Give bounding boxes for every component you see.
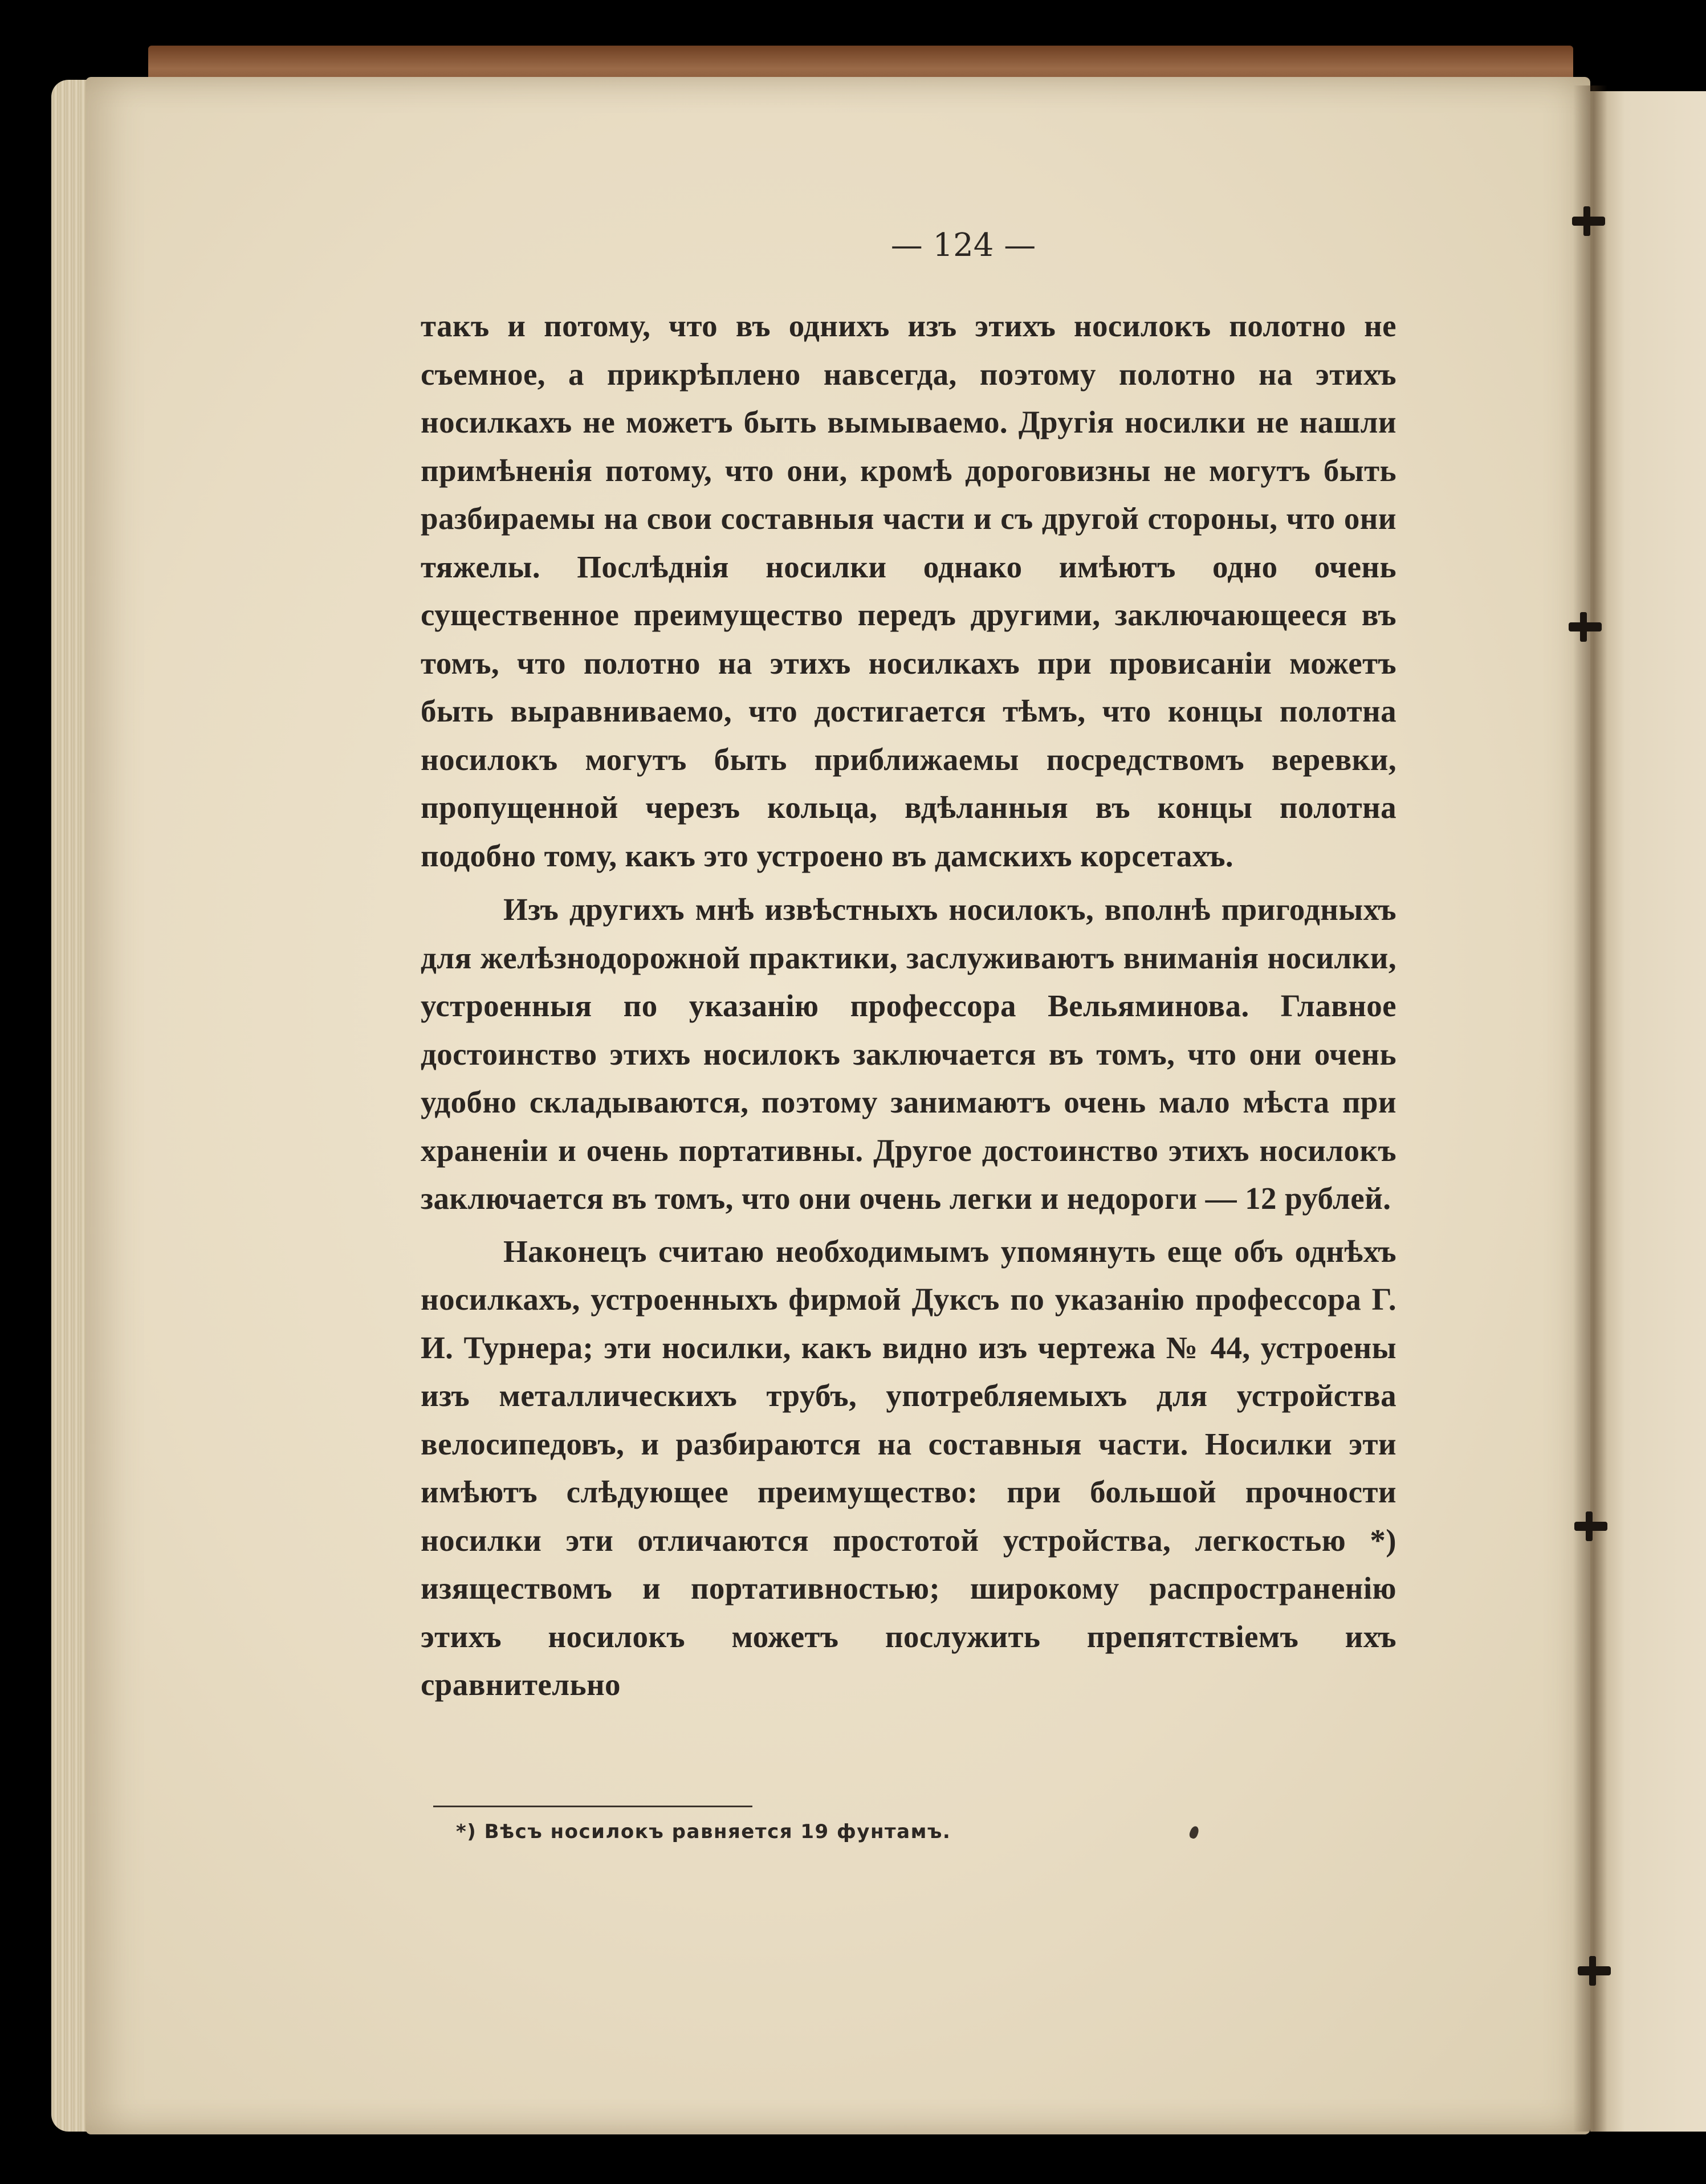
footnote-divider bbox=[433, 1806, 752, 1807]
body-text bbox=[421, 302, 1396, 1709]
footnote: *) Вѣсъ носилокъ равняется 19 фунтамъ. bbox=[456, 1820, 951, 1843]
gutter-shadow bbox=[1573, 85, 1607, 2132]
page-number: — 124 — bbox=[890, 227, 1036, 264]
adjacent-page bbox=[1590, 91, 1706, 2132]
paragraph: Изъ другихъ мнѣ извѣстныхъ носилокъ, вполнѣ пригодныхъ для желѣзнодорожной практики, заслуживаютъ вниманія носилки, устроенныя по указанію профессора Вельяминова. Главное достоинство этихъ носилокъ заключается въ томъ, что они очень удобно складываются, поэтому занимаютъ очень мало мѣста при храненіи и очень портативны. Другое достоинство этихъ носилокъ заключается въ томъ, что они очень легки и недороги — 12 рублей. bbox=[421, 892, 1396, 1216]
binding-stitch bbox=[1574, 1522, 1607, 1531]
paragraph: такъ и потому, что въ однихъ изъ этихъ носилокъ полотно не съемное, а прикрѣплено навсегда, поэтому полотно на этихъ носилкахъ не можетъ быть вымываемо. Другія носилки не нашли примѣненія потому, что они, кромѣ дороговизны не могутъ быть разбираемы на свои составныя части и съ другой стороны, что они тяжелы. Послѣднія носилки однако имѣютъ одно очень существенное преимущество передъ другими, заключающееся въ томъ, что полотно на этихъ носилкахъ при провисаніи можетъ быть выравниваемо, что достигается тѣмъ, что концы полотна носилокъ могутъ быть приближаемы посредствомъ веревки, пропущенной черезъ кольца, вдѣланныя въ концы полотна подобно тому, какъ это устроено въ дамскихъ корсетахъ. bbox=[421, 308, 1396, 873]
paragraph: Наконецъ считаю необходимымъ упомянуть еще объ однѣхъ носилкахъ, устроенныхъ фирмой Дуксъ по указанію профессора Г. И. Турнера; эти носилки, какъ видно изъ чертежа № 44, устроены изъ металлическихъ трубъ, употребляемыхъ для устройства велосипедовъ, и разбираются на составныя части. Носилки эти имѣютъ слѣдующее преимущество: при большой прочности носилки эти отличаются простотой устройства, легкостью *) изяществомъ и портативностью; широкому распространенію этихъ носилокъ можетъ послужить препятствіемъ ихъ сравнительно bbox=[421, 1233, 1396, 1702]
binding-stitch bbox=[1572, 217, 1605, 226]
binding-stitch bbox=[1569, 622, 1602, 631]
binding-stitch bbox=[1578, 1966, 1611, 1975]
